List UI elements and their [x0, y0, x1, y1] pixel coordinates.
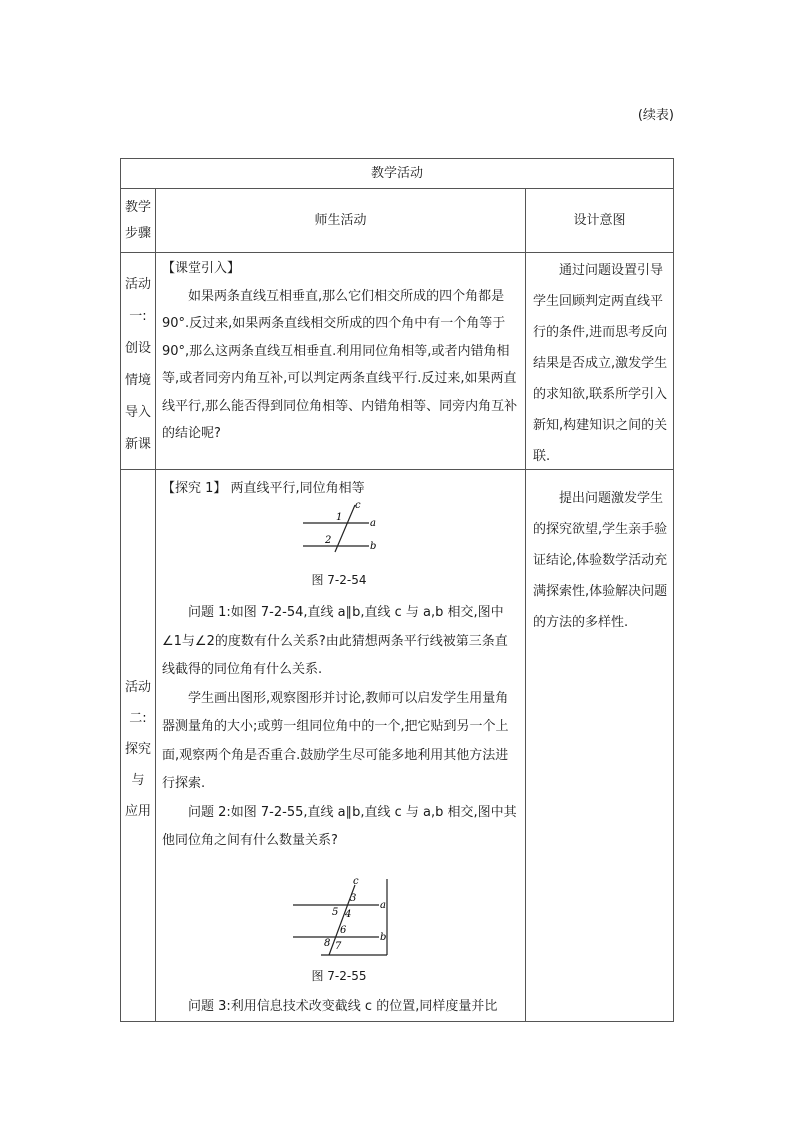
lesson-table: [120, 158, 674, 1022]
label-2: 2: [325, 535, 332, 546]
header-step: 教学 步骤: [124, 200, 151, 241]
label-8: 8: [324, 938, 331, 949]
col-divider: [155, 189, 156, 1021]
activity-1-intent: 通过问题设置引导学生回顾判定两直线平行的条件,进而思考反向结果是否成立,激发学生的求知欲,联系所学引入新知,构建知识之间的关联.: [533, 263, 668, 464]
label-3: 3: [350, 893, 357, 904]
row-divider: [121, 252, 673, 253]
activity-2-intent: 提出问题激发学生的探究欲望,学生亲手验证结论,体验数学活动充满探索性,体验解决问题的方法的多样性.: [533, 491, 668, 630]
continued-label: (续表): [637, 108, 674, 123]
label-c: c: [355, 500, 361, 511]
step-activity-1: 活动 一: 创设 情境 导入 新课: [124, 277, 151, 452]
col-divider: [525, 189, 526, 1021]
activity-1-text: 如果两条直线互相垂直,那么它们相交所成的四个角都是 90°.反过来,如果两条直线相交所成的四个角中有一个角等于 90°,那么这两条直线互相垂直.利用同位角相等,或者内错角相等,或者同旁内角互补,可以判定两条直线平行.反过来,如果两直线平行,那么能否得到同位角相等、内错角相等、同旁内角互补的结论呢?: [162, 288, 518, 441]
activity-1-content: [162, 255, 518, 448]
figure-7-2-54: [299, 499, 379, 553]
label-a: a: [370, 518, 376, 529]
activity-2-heading: 【探究 1】 两直线平行,同位角相等: [162, 481, 365, 496]
label-6: 6: [340, 925, 347, 936]
label-1: 1: [336, 512, 343, 523]
label-c: c: [353, 876, 359, 887]
header-teaching-activity: 教学活动: [370, 166, 423, 181]
figure-7-2-55: [291, 875, 395, 957]
header-intent: 设计意图: [573, 213, 626, 228]
label-a: a: [380, 900, 386, 911]
label-5: 5: [332, 907, 339, 918]
step-activity-2: 活动 二: 探究 与 应用: [124, 680, 151, 819]
student-activity: 学生画出图形,观察图形并讨论,教师可以启发学生用量角器测量角的大小;或剪一组同位角中的一个,把它贴到另一个上面,观察两个角是否重合.鼓励学生尽可能多地利用其他方法进行探索.: [162, 690, 509, 791]
figure-7-2-54-caption: 图 7-2-54: [311, 573, 367, 587]
figure-7-2-55-caption: 图 7-2-55: [311, 969, 367, 983]
question-2: 问题 2:如图 7-2-55,直线 a∥b,直线 c 与 a,b 相交,图中其他同位角之间有什么数量关系?: [162, 804, 517, 848]
label-4: 4: [345, 909, 352, 920]
label-7: 7: [335, 941, 342, 952]
label-b: b: [370, 541, 377, 552]
question-3: 问题 3:利用信息技术改变截线 c 的位置,同样度量并比: [188, 999, 498, 1014]
label-b: b: [380, 932, 387, 943]
activity-1-heading: 【课堂引入】: [162, 261, 241, 276]
question-1: 问题 1:如图 7-2-54,直线 a∥b,直线 c 与 a,b 相交,图中∠1与∠2的度数有什么关系?由此猜想两条平行线被第三条直线截得的同位角有什么关系.: [162, 605, 508, 677]
activity-2-text-1: [162, 599, 518, 856]
row-divider: [121, 188, 673, 189]
header-activity: 师生活动: [314, 213, 367, 228]
